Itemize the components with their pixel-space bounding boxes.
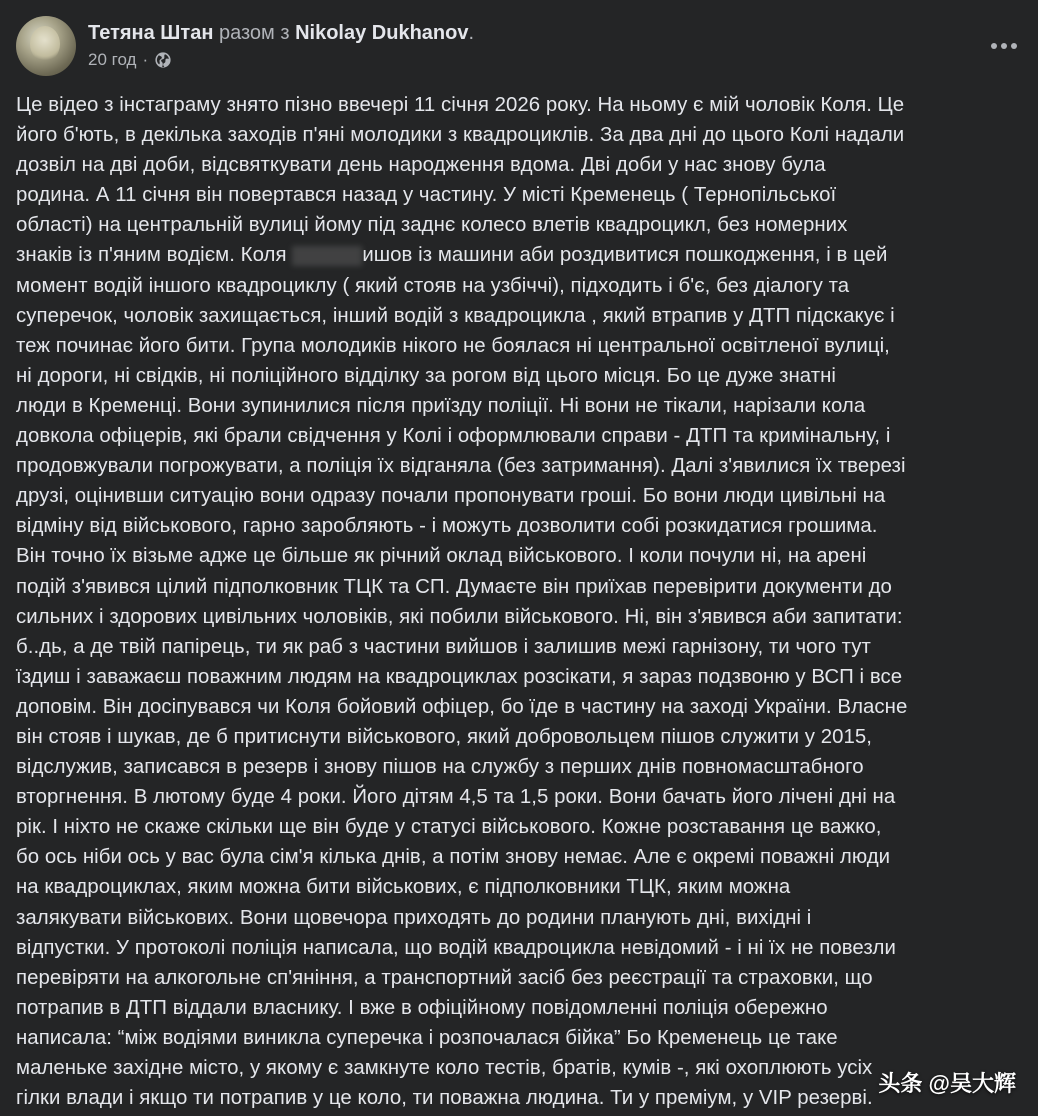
- post-line-part: ишов із машини аби роздивитися пошкодження, і в цей: [362, 244, 888, 267]
- post-line: ні дороги, ні свідків, ні поліційного відділку за рогом від цього місця. Бо це дуже знатні: [16, 364, 837, 387]
- post-line: б..дь, а де твій папірець, ти як раб з частини вийшов і залишив межі гарнізону, ти чого тут: [16, 635, 871, 658]
- post-line: продовжували погрожувати, а поліція їх відганяла (без затримання). Далі з'явилися їх тверезі: [16, 455, 906, 478]
- post-line-part: знаків із п'яним водієм. Коля: [16, 244, 287, 267]
- post-line: Це відео з інстаграму знято пізно ввечері 11 січня 2026 року. На ньому є мій чоловік Коля. Це: [16, 94, 905, 116]
- post-line: гілки влади і якщо ти потрапив у це коло, ти поважна людина. Ти у преміум, у VIP резерві.: [16, 1087, 873, 1110]
- post-line: бо ось ніби ось у вас була сім'я кілька днів, а потім знову немає. Але є окремі поважні люди: [16, 846, 891, 869]
- post-meta: [88, 16, 474, 70]
- post-line: відміну від військового, гарно заробляють - і можуть дозволити собі розкидатися грошима.: [16, 515, 878, 538]
- source-watermark: 头条 @吴大辉: [878, 1071, 1016, 1096]
- post-line: області) на центральній вулиці йому під заднє колесо влетів квадроцикл, без номерних: [16, 214, 848, 237]
- post-line: люди в Кременці. Вони зупинилися після приїзду поліції. Ні вони не тікали, нарізали кола: [16, 394, 866, 417]
- post-line: сильних і здорових цивільних чоловіків, які побили військового. Ні, він з'явився аби запитати:: [16, 605, 903, 628]
- post-line: відслужив, записався в резерв і знову пішов на службу з перших днів повномасштабного: [16, 756, 864, 779]
- meta-separator: ·: [142, 50, 149, 69]
- post-line: їздиш і заважаєш поважним людям на квадроциклах розсікати, я зараз подзвоню у ВСП і все: [16, 665, 903, 688]
- post-line: вторгнення. В лютому буде 4 роки. Його дітям 4,5 та 1,5 роки. Вони бачать його лічені дні на: [16, 786, 896, 809]
- redacted-blur: [292, 246, 362, 266]
- post-timestamp-link[interactable]: 20 год: [88, 50, 137, 69]
- post-line: перевіряти на алкогольне сп'яніння, а транспортний засіб без реєстрації та страховки, що: [16, 966, 873, 989]
- author-avatar[interactable]: [16, 16, 76, 76]
- post-line: подій з'явився цілий підполковник ТЦК та СП. Думаєте він приїхав перевірити документи до: [16, 575, 892, 598]
- post-line: дозвіл на дві доби, відсвяткувати день народження вдома. Дві доби у нас знову була: [16, 154, 826, 177]
- post-line: написала: “між водіями виникла суперечка і розпочалася бійка” Бо Кременець це таке: [16, 1026, 838, 1049]
- post-line: залякувати військових. Вони щовечора приходять до родини планують дні, вихідні і: [16, 906, 812, 929]
- post-subline: [88, 50, 474, 70]
- post-line: друзі, оцінивши ситуацію вони одразу почали пропонувати гроші. Бо вони люди цивільні на: [16, 485, 886, 508]
- author-name-link[interactable]: Тетяна Штан: [88, 22, 214, 44]
- more-horizontal-icon-dot: [1001, 43, 1007, 49]
- coauthor-suffix: .: [468, 22, 475, 44]
- post-line: довкола офіцерів, які брали свідчення у Колі і оформлювали справи - ДТП та кримінальну, і: [16, 425, 891, 448]
- post-line: суперечок, чоловік захищається, інший водій з квадроцикла , який втрапив у ДТП підскакує і: [16, 304, 895, 327]
- post-line: доповім. Він досіпувався чи Коля бойовий офіцер, бо їде в частину на заході України. Власне: [16, 695, 908, 718]
- more-horizontal-icon-dot: [1011, 43, 1017, 49]
- post-line: родина. А 11 січня він повертався назад у частину. У місті Кременець ( Тернопільської: [16, 184, 837, 207]
- post-options-button[interactable]: [984, 28, 1024, 64]
- with-text: разом з: [213, 22, 296, 44]
- globe-icon[interactable]: [154, 51, 172, 69]
- post-line: відпустки. У протоколі поліція написала, що водій квадроцикла невідомий - і ні їх не повезли: [16, 936, 896, 959]
- post-body: [16, 90, 1026, 1113]
- post-line: на квадроциклах, яким можна бити військових, є підполковники ТЦК, яким можна: [16, 876, 791, 899]
- post-line: момент водій іншого квадроциклу ( який стояв на узбіччі), підходить і б'є, без діалогу та: [16, 274, 850, 297]
- post-line: Він точно їх візьме адже це більше як річний оклад військового. І коли почули ні, на арені: [16, 545, 867, 568]
- post-line: його б'ють, в декілька заходів п'яні молодики з квадроциклів. За два дні до цього Колі надали: [16, 124, 905, 147]
- post-line: маленьке західне місто, у якому є замкнуте коло тестів, братів, кумів -, які охоплюють усіх: [16, 1057, 873, 1079]
- coauthor-name-link[interactable]: Nikolay Dukhanov: [295, 22, 469, 44]
- post-line: теж починає його бити. Група молодиків нікого не боялася ні центральної освітленої вулиці,: [16, 334, 890, 357]
- post-line-redacted: [16, 240, 1026, 270]
- post-line: він стояв і шукав, де б притиснути військового, який добровольцем пішов служити у 2015,: [16, 725, 872, 748]
- post-line: рік. І ніхто не скаже скільки ще він буде у статусі військового. Кожне розставання це важко,: [16, 816, 882, 839]
- post-line: потрапив в ДТП віддали власнику. І вже в офіційному повідомленні поліція обережно: [16, 996, 828, 1019]
- post-authors: [88, 20, 474, 46]
- more-horizontal-icon: [991, 43, 997, 49]
- post-header: [16, 16, 474, 76]
